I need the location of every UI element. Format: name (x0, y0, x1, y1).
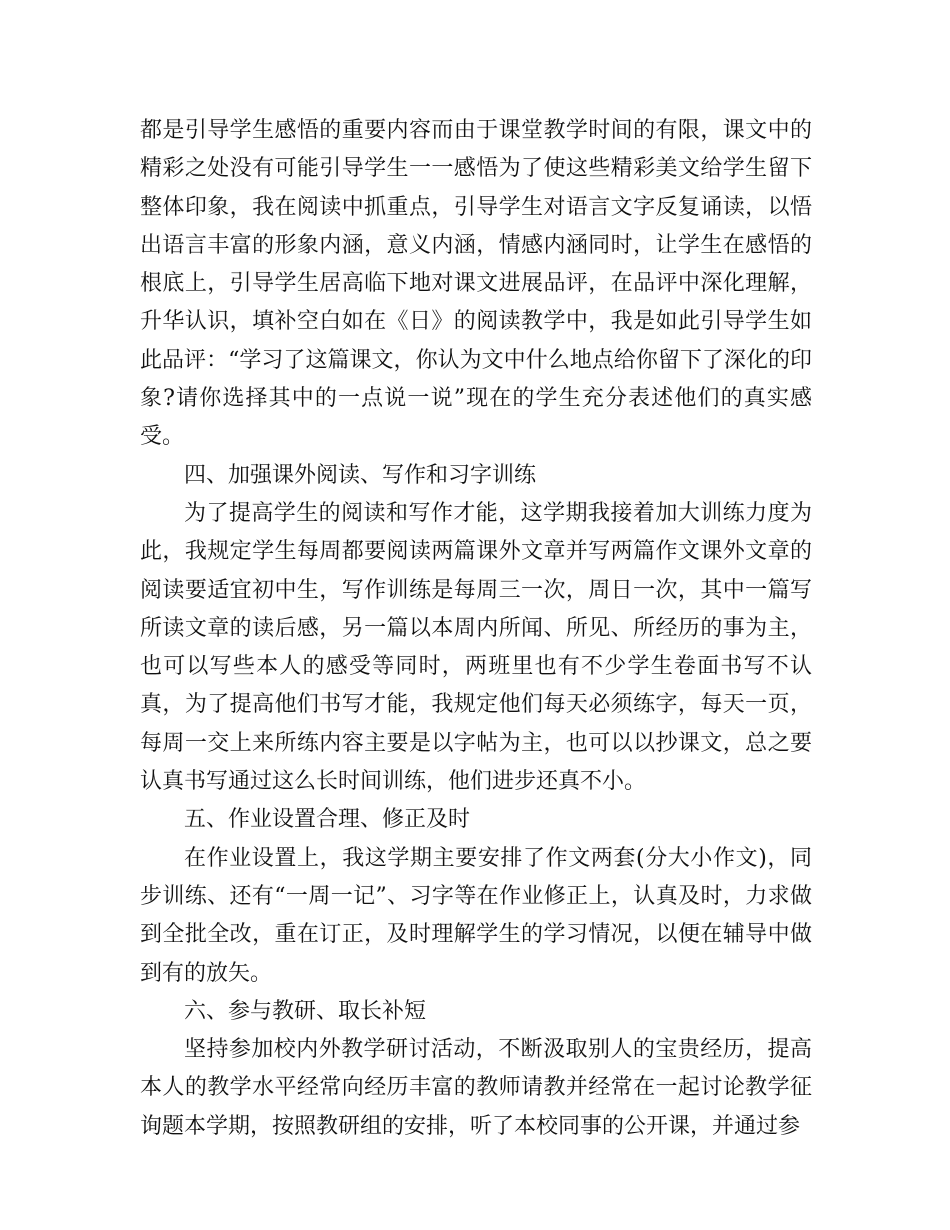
paragraph-reading-guidance: 都是引导学生感悟的重要内容而由于课堂教学时间的有限，课文中的精彩之处没有可能引导学生一一感悟为了使这些精彩美文给学生留下整体印象，我在阅读中抓重点，引导学生对语言文字反复诵读，以悟出语言丰富的形象内涵，意义内涵，情感内涵同时，让学生在感悟的根底上，引导学生居高临下地对课文进展品评，在品评中深化理解，升华认识，填补空白如在《日》的阅读教学中，我是如此引导学生如此品评：“学习了这篇课文，你认为文中什么地点给你留下了深化的印象?请你选择其中的一点说一说”现在的学生充分表述他们的真实感受。 (140, 118, 812, 450)
section-heading-research: 六、参与教研、取长补短 (184, 998, 427, 1024)
paragraph-research: 坚持参加校内外教学研讨活动，不断汲取别人的宝贵经历，提高本人的教学水平经常向经历丰富的教师请教并经常在一起讨论教学征询题本学期，按照教研组的安排，听了本校同事的公开课，并通过参 (140, 1037, 812, 1139)
section-heading-reading-writing: 四、加强课外阅读、写作和习字训练 (184, 462, 537, 488)
section-heading-homework: 五、作业设置合理、修正及时 (184, 807, 471, 833)
document-page (140, 112, 812, 1146)
paragraph-reading-writing: 为了提高学生的阅读和写作才能，这学期我接着加大训练力度为此，我规定学生每周都要阅读两篇课外文章并写两篇作文课外文章的阅读要适宜初中生，写作训练是每周三一次，周日一次，其中一篇写所读文章的读后感，另一篇以本周内所闻、所见、所经历的事为主，也可以写些本人的感受等同时，两班里也有不少学生卷面书写不认真，为了提高他们书写才能，我规定他们每天必须练字，每天一页，每周一交上来所练内容主要是以字帖为主，也可以以抄课文，总之要认真书写通过这么长时间训练，他们进步还真不小。 (140, 500, 812, 795)
paragraph-homework: 在作业设置上，我这学期主要安排了作文两套(分大小作文)，同步训练、还有“一周一记”、习字等在作业修正上，认真及时，力求做到全批全改，重在订正，及时理解学生的学习情况，以便在辅导中做到有的放矢。 (140, 845, 812, 986)
